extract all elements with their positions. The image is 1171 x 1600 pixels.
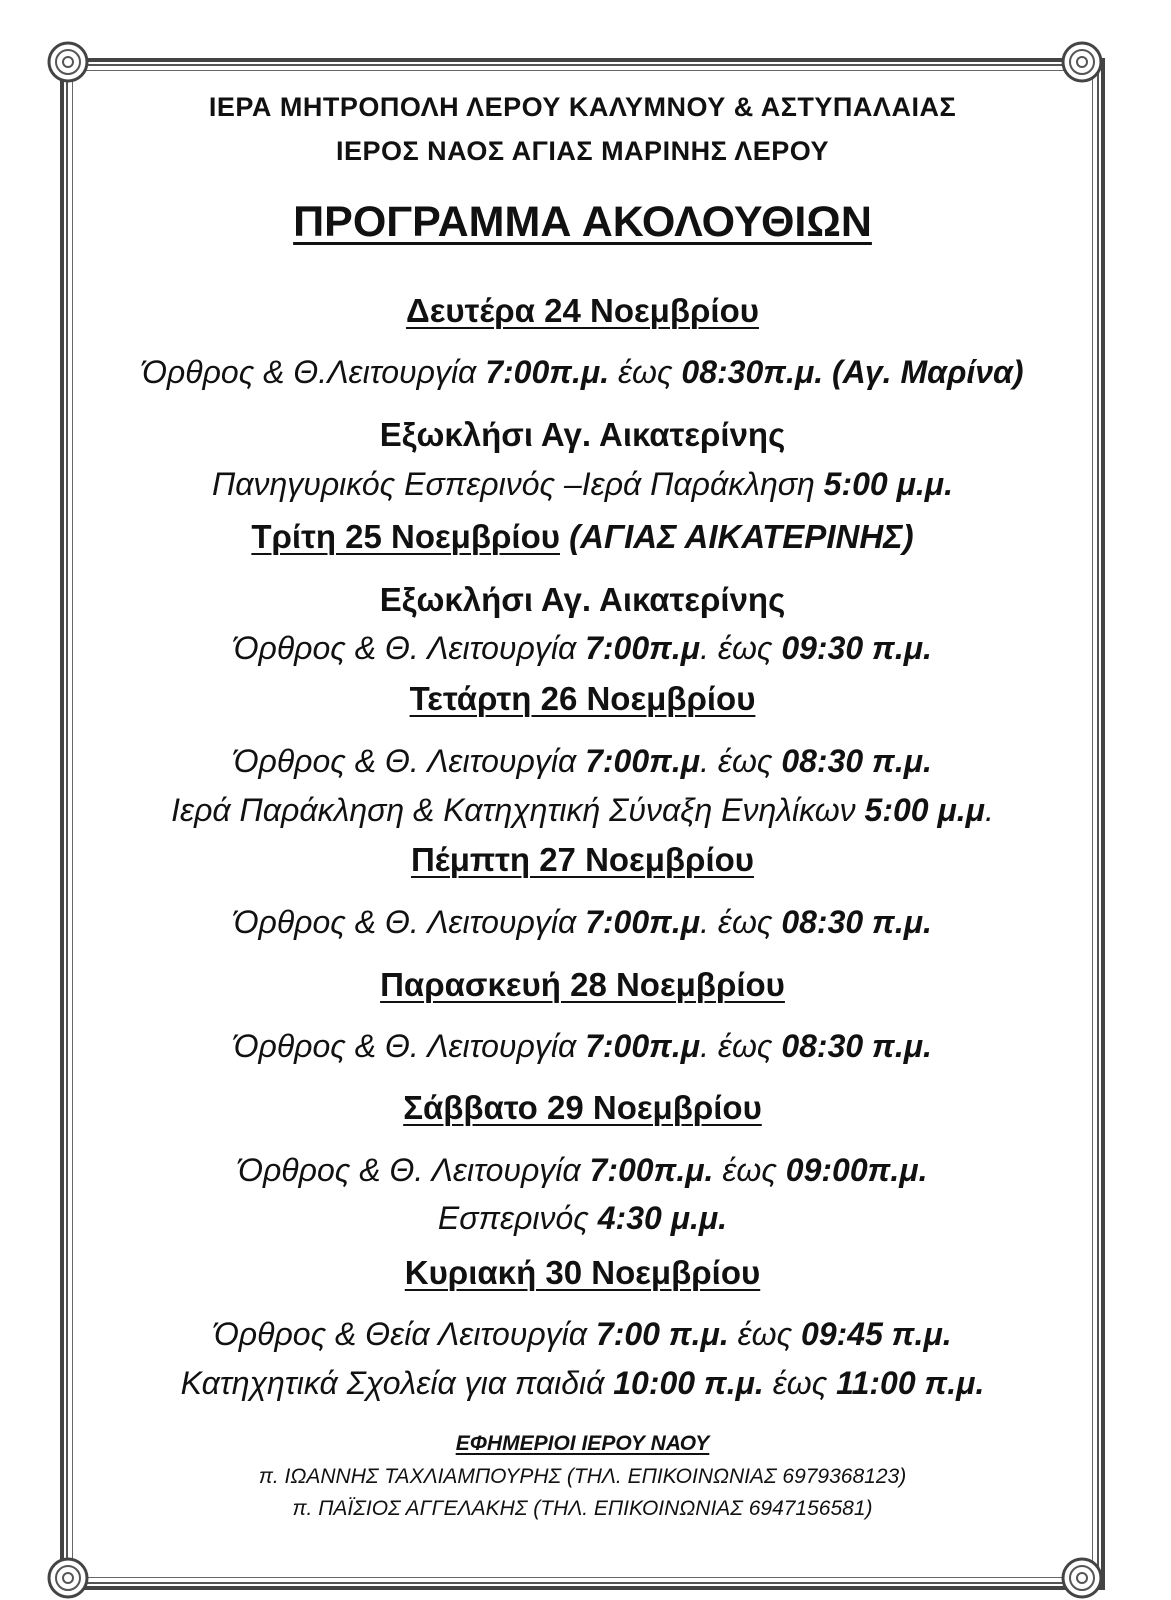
corner-ornament-icon — [1060, 1556, 1104, 1600]
service-line-thursday-1: Όρθρος & Θ. Λειτουργία 7:00π.μ. έως 08:30 π.μ. — [233, 904, 932, 940]
church-heading: ΙΕΡΟΣ ΝΑΟΣ ΑΓΙΑΣ ΜΑΡΙΝΗΣ ΛΕΡΟΥ — [335, 136, 830, 166]
priests-heading: ΕΦΗΜΕΡΙΟΙ ΙΕΡΟΥ ΝΑΟΥ — [455, 1432, 710, 1455]
day-heading-monday: Δευτέρα 24 Νοεμβρίου — [406, 292, 759, 329]
service-line-wednesday-1: Όρθρος & Θ. Λειτουργία 7:00π.μ. έως 08:30 π.μ. — [233, 743, 932, 779]
service-line-saturday-2: Εσπερινός 4:30 μ.μ. — [437, 1200, 728, 1236]
day-heading-wednesday: Τετάρτη 26 Νοεμβρίου — [409, 680, 756, 717]
service-line-saturday-1: Όρθρος & Θ. Λειτουργία 7:00π.μ. έως 09:00π.μ. — [237, 1152, 928, 1188]
day-heading-tuesday: Τρίτη 25 Νοεμβρίου (ΑΓΙΑΣ ΑΙΚΑΤΕΡΙΝΗΣ) — [251, 518, 914, 555]
service-line-friday-1: Όρθρος & Θ. Λειτουργία 7:00π.μ. έως 08:30 π.μ. — [233, 1028, 932, 1064]
priest-contact-1: π. ΙΩΑΝΝΗΣ ΤΑΧΛΙΑΜΠΟΥΡΗΣ (ΤΗΛ. ΕΠΙΚΟΙΝΩΝΙΑΣ 6979368123) — [258, 1465, 907, 1488]
corner-ornament-icon — [1060, 40, 1104, 84]
metropolis-heading: ΙΕΡΑ ΜΗΤΡΟΠΟΛΗ ΛΕΡΟΥ ΚΑΛΥΜΝΟΥ & ΑΣΤΥΠΑΛΑΙΑΣ — [208, 92, 957, 122]
corner-ornament-icon — [46, 1556, 90, 1600]
priest-contact-2: π. ΠΑΪΣΙΟΣ ΑΓΓΕΛΑΚΗΣ (ΤΗΛ. ΕΠΙΚΟΙΝΩΝΙΑΣ 6947156581) — [292, 1497, 873, 1520]
chapel-heading-monday: Εξωκλήσι Αγ. Αικατερίνης — [379, 416, 786, 453]
chapel-heading-tuesday: Εξωκλήσι Αγ. Αικατερίνης — [379, 581, 786, 618]
service-line-wednesday-2: Ιερά Παράκληση & Κατηχητική Σύναξη Ενηλίκων 5:00 μ.μ. — [171, 792, 994, 828]
service-line-sunday-2: Κατηχητικά Σχολεία για παιδιά 10:00 π.μ. έως 11:00 π.μ. — [180, 1365, 985, 1401]
day-heading-friday: Παρασκευή 28 Νοεμβρίου — [380, 966, 785, 1003]
day-heading-saturday: Σάββατο 29 Νοεμβρίου — [403, 1089, 762, 1126]
service-line-tuesday-1: Όρθρος & Θ. Λειτουργία 7:00π.μ. έως 09:30 π.μ. — [233, 630, 932, 666]
page-title: ΠΡΟΓΡΑΜΜΑ ΑΚΟΛΟΥΘΙΩΝ — [293, 198, 872, 246]
service-line-monday-1: Όρθρος & Θ.Λειτουργία 7:00π.μ. έως 08:30π.μ. (Αγ. Μαρίνα) — [141, 354, 1024, 390]
service-line-sunday-1: Όρθρος & Θεία Λειτουργία 7:00 π.μ. έως 09:45 π.μ. — [213, 1316, 952, 1352]
corner-ornament-icon — [46, 40, 90, 84]
day-heading-sunday: Κυριακή 30 Νοεμβρίου — [404, 1254, 761, 1291]
day-heading-thursday: Πέμπτη 27 Νοεμβρίου — [410, 841, 755, 878]
service-line-monday-2: Πανηγυρικός Εσπερινός –Ιερά Παράκληση 5:00 μ.μ. — [212, 466, 953, 502]
